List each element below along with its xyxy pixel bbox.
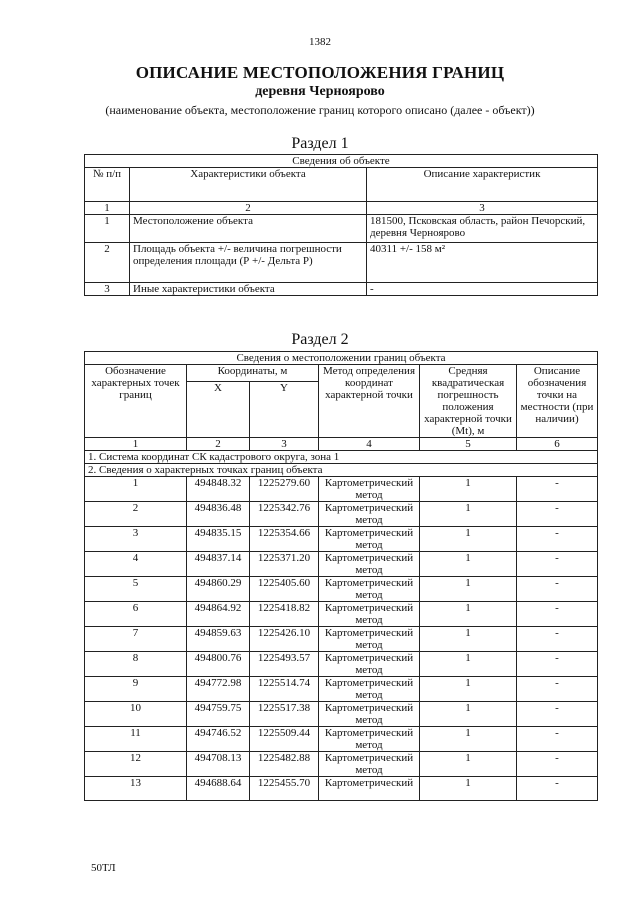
table-row [85, 552, 598, 577]
point-x: 494759.75 [187, 702, 250, 727]
point-x: 494860.29 [187, 577, 250, 602]
point-number: 10 [85, 702, 187, 727]
point-y: 1225371.20 [250, 552, 319, 577]
point-number: 1 [85, 477, 187, 502]
point-error: 1 [420, 527, 517, 552]
point-x: 494848.32 [187, 477, 250, 502]
header-method: Метод определения координат характерной точки [319, 365, 420, 438]
point-description: - [517, 552, 598, 577]
point-method: Картометрический метод [319, 702, 420, 727]
table2-colnum: 6 [517, 438, 598, 451]
table2-colnum: 2 [187, 438, 250, 451]
point-method: Картометрический метод [319, 527, 420, 552]
point-description: - [517, 602, 598, 627]
point-x: 494746.52 [187, 727, 250, 752]
point-error: 1 [420, 627, 517, 652]
point-x: 494708.13 [187, 752, 250, 777]
document-title: ОПИСАНИЕ МЕСТОПОЛОЖЕНИЯ ГРАНИЦ [135, 63, 505, 82]
header-point: Обозначение характерных точек границ [85, 365, 187, 438]
point-description: - [517, 727, 598, 752]
table1-header-desc: Описание характеристик [367, 168, 598, 202]
table1-colnum: 2 [130, 202, 367, 215]
point-y: 1225405.60 [250, 577, 319, 602]
point-description: - [517, 627, 598, 652]
header-x: X [187, 382, 250, 438]
point-method: Картометрический метод [319, 577, 420, 602]
coordinate-system-line: 1. Система координат СК кадастрового округа, зона 1 [85, 451, 598, 464]
section2-title: Раздел 2 [291, 331, 349, 348]
point-y: 1225493.57 [250, 652, 319, 677]
header-error: Средняя квадратическая погрешность положения характерной точки (Mt), м [420, 365, 517, 438]
point-y: 1225509.44 [250, 727, 319, 752]
point-number: 11 [85, 727, 187, 752]
point-method: Картометрический метод [319, 602, 420, 627]
table-row [85, 627, 598, 652]
point-number: 13 [85, 777, 187, 801]
point-error: 1 [420, 777, 517, 801]
table2-caption: Сведения о местоположении границ объекта [85, 352, 598, 365]
table-row [85, 677, 598, 702]
point-error: 1 [420, 677, 517, 702]
point-description: - [517, 502, 598, 527]
row-characteristic: Иные характеристики объекта [130, 283, 367, 296]
point-error: 1 [420, 602, 517, 627]
point-method: Картометрический метод [319, 752, 420, 777]
table-row [85, 702, 598, 727]
table-row [85, 215, 598, 243]
row-characteristic: Местоположение объекта [130, 215, 367, 243]
point-error: 1 [420, 502, 517, 527]
table-row [85, 502, 598, 527]
point-error: 1 [420, 477, 517, 502]
point-error: 1 [420, 652, 517, 677]
point-description: - [517, 752, 598, 777]
point-number: 6 [85, 602, 187, 627]
object-info-table [84, 154, 598, 296]
table1-header-char: Характеристики объекта [130, 168, 367, 202]
point-y: 1225455.70 [250, 777, 319, 801]
point-description: - [517, 777, 598, 801]
point-method: Картометрический метод [319, 727, 420, 752]
point-description: - [517, 527, 598, 552]
table-row [85, 727, 598, 752]
table2-colnum: 5 [420, 438, 517, 451]
point-y: 1225354.66 [250, 527, 319, 552]
point-method: Картометрический метод [319, 677, 420, 702]
point-description: - [517, 477, 598, 502]
point-error: 1 [420, 577, 517, 602]
point-description: - [517, 652, 598, 677]
table-row [85, 752, 598, 777]
point-method: Картометрический метод [319, 502, 420, 527]
header-description: Описание обозначения точки на местности (при наличии) [517, 365, 598, 438]
point-y: 1225482.88 [250, 752, 319, 777]
table-row [85, 577, 598, 602]
point-number: 2 [85, 502, 187, 527]
row-description: - [367, 283, 598, 296]
point-method: Картометрический метод [319, 627, 420, 652]
table1-header-num: № п/п [85, 168, 130, 202]
point-x: 494688.64 [187, 777, 250, 801]
table-row [85, 652, 598, 677]
table-row [85, 527, 598, 552]
point-y: 1225517.38 [250, 702, 319, 727]
point-x: 494864.92 [187, 602, 250, 627]
point-y: 1225418.82 [250, 602, 319, 627]
page-number: 1382 [309, 36, 331, 48]
table1-colnum: 1 [85, 202, 130, 215]
point-x: 494800.76 [187, 652, 250, 677]
table-row [85, 777, 598, 801]
point-method: Картометрический [319, 777, 420, 801]
table-row [85, 283, 598, 296]
point-description: - [517, 677, 598, 702]
row-number: 1 [85, 215, 130, 243]
row-description: 40311 +/- 158 м² [367, 243, 598, 283]
footer-code: 50ТЛ [91, 862, 116, 874]
point-description: - [517, 577, 598, 602]
point-method: Картометрический метод [319, 477, 420, 502]
object-description: (наименование объекта, местоположение границ которого описано (далее - объект)) [105, 103, 535, 117]
point-x: 494837.14 [187, 552, 250, 577]
point-y: 1225342.76 [250, 502, 319, 527]
point-y: 1225514.74 [250, 677, 319, 702]
table-row [85, 602, 598, 627]
boundary-points-table [84, 351, 598, 801]
point-error: 1 [420, 727, 517, 752]
object-name: деревня Черноярово [255, 84, 385, 99]
point-number: 3 [85, 527, 187, 552]
row-number: 2 [85, 243, 130, 283]
point-error: 1 [420, 702, 517, 727]
point-number: 12 [85, 752, 187, 777]
table2-colnum: 3 [250, 438, 319, 451]
point-error: 1 [420, 752, 517, 777]
table2-colnum: 1 [85, 438, 187, 451]
table-row [85, 243, 598, 283]
section1-title: Раздел 1 [291, 135, 349, 152]
point-method: Картометрический метод [319, 552, 420, 577]
point-number: 5 [85, 577, 187, 602]
table-row [85, 477, 598, 502]
point-y: 1225426.10 [250, 627, 319, 652]
point-x: 494859.63 [187, 627, 250, 652]
table1-colnum: 3 [367, 202, 598, 215]
table2-colnum: 4 [319, 438, 420, 451]
point-number: 9 [85, 677, 187, 702]
point-method: Картометрический метод [319, 652, 420, 677]
header-y: Y [250, 382, 319, 438]
point-y: 1225279.60 [250, 477, 319, 502]
point-x: 494835.15 [187, 527, 250, 552]
row-number: 3 [85, 283, 130, 296]
point-x: 494772.98 [187, 677, 250, 702]
points-info-line: 2. Сведения о характерных точках границ объекта [85, 464, 598, 477]
point-description: - [517, 702, 598, 727]
row-characteristic: Площадь объекта +/- величина погрешности определения площади (Р +/- Дельта Р) [130, 243, 367, 283]
header-coords: Координаты, м [187, 365, 319, 382]
row-description: 181500, Псковская область, район Печорский, деревня Черноярово [367, 215, 598, 243]
table1-caption: Сведения об объекте [85, 155, 598, 168]
point-error: 1 [420, 552, 517, 577]
point-x: 494836.48 [187, 502, 250, 527]
point-number: 4 [85, 552, 187, 577]
point-number: 8 [85, 652, 187, 677]
point-number: 7 [85, 627, 187, 652]
